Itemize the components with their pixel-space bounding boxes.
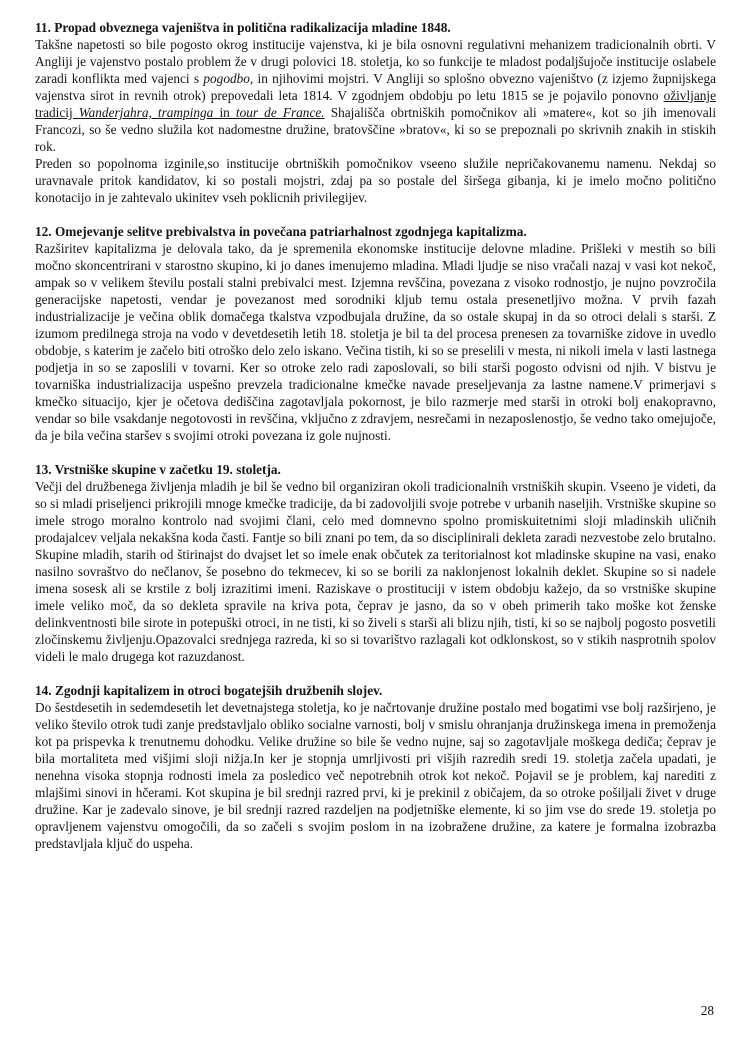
body-paragraph [35,240,716,444]
section-heading: 14. Zgodnji kapitalizem in otroci bogatejših družbenih slojev. [35,683,383,698]
emphasized-text-run: in [213,105,236,120]
text-run: Večji del družbenega življenja mladih je bil še vedno bil organiziran okoli tradicionalnih vrstniških skupin. Vseeno je videti, da so si mladi priseljenci prikrojili mnoge kmečke tradicije, da bi zadovoljili svoje potrebe v urbanih naseljih. Vrstniške skupine so imele strogo moralno kontrolo nad svojimi člani, celo med domnevno spolno promiskuitetnimi sloji mladinskih uličnih prodajalcev veljala nekakšna koda časti. Fantje so bili znani po tem, da so disciplinirali dekleta zaradi nezvestobe zelo brutalno. Skupine mladih, starih od štirinajst do dvajset let so imele enak občutek za teritorialnost kot mladinske skupine na vasi, enako nasilno sovraštvo do nečlanov, še posebno do tekmecev, ki so se borili za naklonjenost lokalnih deklet. Skupine so si nadele imena sosesk ali se krstile z bolj izrazitimi imeni. Raziskave o prostituciji v istem obdobju kažejo, da so vrstniške skupine imele veliko moč, da so dekleta spravile na kriva pota, čeprav je jasno, da so v obeh primerih tako moške kot ženske delinkventnosti bile sirote in potepuški otroci, in ne tisti, ki so živeli s starši ali blizu njih, tisti, ki so se najbolj pogosto posvetili zločinskemu življenju.Opazovalci srednjega razreda, ki so si tovarištvo razlagali kot odklonskost, so v stikih nasprotnih spolov videli le malo drugega kot razuzdanost. [35,479,716,664]
page-footer [701,1002,714,1019]
emphasized-text-run: tour de France. [235,105,325,120]
emphasized-text-run: Wanderjahra, trampinga [78,105,214,120]
document-section-12 [35,223,716,444]
document-section-13 [35,461,716,665]
emphasized-text-run: oživljanje tradicij [35,88,716,120]
body-paragraph [35,36,716,155]
text-run: Shajališča obrtniških pomočnikov ali »matere«, kot so jih imenovali Francozi, so še vedno služila kot nadomestne družine, bratovščine »bratov«, ki so se prepoznali po skrivnih znakih in stiskih rok. [35,105,717,154]
text-run: in njihovimi mojstri. V Angliji so splošno obvezno vajeništvo (z izjemo župnijskega vajenstva sirot in revnih otrok) prepovedali leta 1814. V zgodnjem obdobju po letu 1815 se je pojavilo ponovno [35,71,716,103]
section-heading: 12. Omejevanje selitve prebivalstva in povečana patriarhalnost zgodnjega kapitalizma. [35,224,527,239]
section-heading: 11. Propad obveznega vajeništva in politična radikalizacija mladine 1848. [35,20,451,35]
text-run: Preden so popolnoma izginile,so institucije obrtniških pomočnikov vseeno služile nepričakovanemu namenu. Nekdaj so uravnavale pritok kandidatov, ki so postali mojstri, zdaj pa so postale del širšega gibanja, ki je imelo močno politično konotacijo in je zahtevalo ukinitev vseh poklicnih privilegijev. [35,156,716,205]
page-number: 28 [700,1003,714,1018]
emphasized-text-run: pogodbo, [203,71,254,86]
body-paragraph [35,699,716,852]
document-section-14 [35,682,716,852]
document-section-11 [35,19,716,206]
text-run: Do šestdesetih in sedemdesetih let devetnajstega stoletja, ko je načrtovanje družine postalo med bogatimi vse bolj razširjeno, je veliko število otrok tudi zanje predstavljalo obliko socialne varnosti, bolj v smislu ohranjanja družinskega imena in premoženja kot pa prispevka k trenutnemu dohodku. Velike družine so bile še vedno nujne, saj so zagotavljale moškega dediča; čeprav je bila mortaliteta med višjimi sloji nižja.In ker je stopnja umrljivosti pri višjih razredih sredi 19. stoletja začela upadati, je nenehna visoka stopnja rodnosti imela za posledico več nepotrebnih otrok kot nekoč. Pojavil se je problem, kaj narediti z mlajšimi sinovi in hčerami. Kot skupina je bil srednji razred prvi, ki je prekinil z običajem, da so otroke pošiljali živet v druge družine. Kar je zadevalo sinove, je bil srednji razred razdeljen na podjetniške elemente, ki so jim vse do srede 19. stoletja po opravljenem vajenstvu omogočili, da so začeli s svojim poslom in na izobražene družine, za katere je formalna izobrazba predstavljala ključ do uspeha. [35,700,716,851]
section-heading: 13. Vrstniške skupine v začetku 19. stoletja. [35,462,281,477]
text-run: Razširitev kapitalizma je delovala tako, da je spremenila ekonomske institucije delovne mladine. Prišleki v mestih so bili močno skoncentrirani v starostno skupino, ki jo danes imenujemo mladina. Mladi ljudje se niso vračali nazaj v vasi kot nekoč, ampak so v velikem številu postali stalni prebivalci mest. Izjemna revščina, povezana z visoko rodnostjo, je nujno povzročila generacijske napetosti, vendar je povezanost med sorodniki kljub temu ostala presenetljivo možna. V prvih fazah industrializacije je večina oblik domačega tkalstva vzpodbujala družine, da so ostale skupaj in da so otroci delali s starši. Z izumom predilnega stroja na vodo v devetdesetih letih 18. stoletja je bil ta del procesa prenesen za tovarniške zidove in uvedlo obdobje, s katerim je začelo biti otroško delo zelo iskano. Večina tistih, ki so se preselili v mesta, ni nikoli imela v lasti lastnega podjetja in so se zaposlili v tovarni. Ker so otroke zelo radi zaposlovali, so bili starši pogosto odvisni od njih. V bistvu je tovarniška industrializacija uspešno prevzela tradicionalne kmečke navade preseljevanja za lastne namene.V primerjavi s kmečko situacijo, kjer je očetova dediščina zagotavljala pokornost, je bilo razmerje med starši in otroki bolj enakopravno, vendar so bile vsakdanje negotovosti in revščina, vključno z zdravjem, nesrečami in nezaposlenostjo, še vedno tako omejujoče, da je bila večina staršev s svojimi otroki povezana iz gole nujnosti. [35,241,716,443]
document-content [35,19,716,852]
body-paragraph [35,478,716,665]
body-paragraph [35,155,716,206]
text-run: Takšne napetosti so bile pogosto okrog institucije vajenstva, ki je bila osnovni regulativni mehanizem tradicionalnih obrti. V Angliji je vajenstvo postalo problem že v drugi polovici 18. stoletja, ko so funkcije te mladost podaljšujoče institucije oslabele zaradi konflikta med vajenci s [35,37,716,86]
